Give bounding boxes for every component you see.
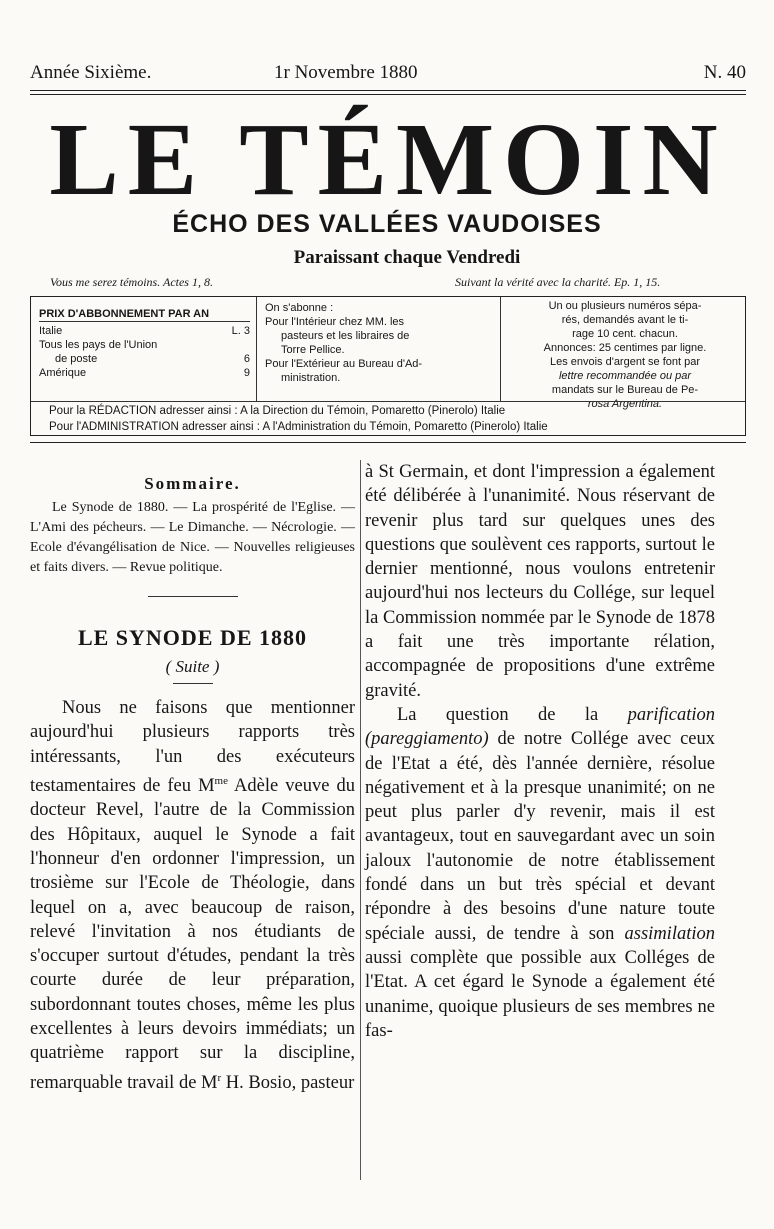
price-row: Tous les pays de l'Union xyxy=(39,339,158,351)
issue-number: N. 40 xyxy=(703,62,746,83)
administration-address: Pour l'ADMINISTRATION adresser ainsi : A l'Administration du Témoin, Pomaretto (Pinerolo) Italie xyxy=(49,421,548,433)
sommaire-text: Le Synode de 1880. — La prospérité de l'Eglise. — L'Ami des pécheurs. — Le Dimanche. — Nécrologie. — Ecole d'évangélisation de Nice. — Nouvelles religieuses et faits divers. — Revue politique. xyxy=(30,500,355,575)
price-row: Amérique 9 xyxy=(39,367,250,379)
subscribe-line: pasteurs et les libraires de xyxy=(281,330,410,342)
header-rule-2 xyxy=(30,94,746,95)
price-heading: PRIX D'ABBONNEMENT PAR AN xyxy=(39,307,250,322)
numbers-line: Un ou plusieurs numéros sépa- xyxy=(548,300,702,312)
subscription-box xyxy=(30,296,746,436)
numbers-line: mandats sur le Bureau de Pe- xyxy=(551,384,699,396)
issue-year: Année Sixième. xyxy=(30,62,152,83)
article-subtitle: ( Suite ) xyxy=(165,657,220,676)
price-row: Italie L. 3 xyxy=(39,325,250,337)
numbers-line: Les envois d'argent se font par xyxy=(549,356,701,368)
motto-left: Vous me serez témoins. Actes 1, 8. xyxy=(50,275,213,289)
numbers-line: rage 10 cent. chacun. xyxy=(572,328,678,340)
subscribe-line: ministration. xyxy=(281,372,341,384)
redaction-address: Pour la RÉDACTION adresser ainsi : A la Direction du Témoin, Pomaretto (Pinerolo) Italie xyxy=(49,405,506,417)
subscribe-line: Pour l'Extérieur au Bureau d'Ad- xyxy=(265,358,423,370)
subscribe-column xyxy=(257,297,501,401)
article-paragraph: Nous ne faisons que mentionner aujourd'hui plusieurs rapports très intéressants, l'un des exécuteurs testamentaires de feu $M^{me}$ Adèle veuve du docteur Revel, l'autre de la Commission des Hôpitaux, auquel le Synode a fait l'honneur d'en ordonner l'impression, un trosième sur l'Ecole de Théologie, dans lequel on a, avec beaucoup de raison, relevé l'invitation à nos étudiants de s'occuper surtout d'études, pendant la très courte durée de leur préparation, subordonnant toutes choses, même les plus excellentes à leurs devoirs immédiats; un quatrième rapport sur la discipline, remarquable travail de $M^r$ H. Bosio, pasteur xyxy=(30,698,355,1093)
masthead-subtitle: ÉCHO DES VALLÉES VAUDOISES xyxy=(172,210,602,238)
publication-frequency: Paraissant chaque Vendredi xyxy=(293,247,521,268)
masthead-title: LE TÉMOIN xyxy=(49,102,727,217)
motto-right: Suivant la vérité avec la charité. Ep. 1, 15. xyxy=(455,275,661,289)
price-column xyxy=(31,297,257,401)
numbers-line: lettre recommandée ou par xyxy=(558,370,692,382)
article-rule xyxy=(173,683,213,684)
numbers-column xyxy=(501,297,745,410)
left-column xyxy=(30,460,355,1095)
article-title: LE SYNODE DE 1880 xyxy=(77,625,308,650)
numbers-line: Annonces: 25 centimes par ligne. xyxy=(543,342,707,354)
subscribe-line: On s'abonne : xyxy=(265,302,334,314)
right-column xyxy=(365,460,715,1043)
article-paragraph: La question de la parification (pareggiamento) de notre Collége avec ceux de l'Etat a été, dès l'année dernière, résolue négativement et à la presque unanimité; on ne peut plus parler d'y revenir, mais il est avantageux, tout en sauvegardant avec un soin jaloux l'autonomie de notre établissement fondé dans un but très spécial et devant répondre à des besoins d'une nature toute spéciale aussi, de tendre à son assimilation aussi complète que possible aux Colléges de l'Etat. A cet égard le Synode a également été unanime, quoique plusieurs de ses membres ne fas- xyxy=(365,704,715,1041)
issue-date: 1r Novembre 1880 xyxy=(274,62,418,83)
header-rule xyxy=(30,90,746,91)
subscribe-line: Pour l'Intérieur chez MM. les xyxy=(265,316,405,328)
numbers-line: rosa Argentina. xyxy=(587,398,663,410)
box-rule xyxy=(30,442,746,443)
sommaire-title: Sommaire. xyxy=(144,474,241,493)
section-rule xyxy=(148,596,238,597)
column-divider xyxy=(360,460,361,1180)
article-paragraph: à St Germain, et dont l'impression a également été délibérée à l'unanimité. Nous réservant de revenir plus tard sur quelques unes des questions que soulèvent ces rapports, surtout le dernier mentionné, nous voulons entretenir aujourd'hui nos lecteurs du Collége, sur lequel la Commission nommée par le Synode de 1878 a fait une très importante rélation, accompagnée de propositions d'une extrême gravité. xyxy=(365,462,715,701)
price-row: de poste 6 xyxy=(55,353,250,365)
subscribe-line: Torre Pellice. xyxy=(281,344,345,356)
numbers-line: rés, demandés avant le ti- xyxy=(561,314,689,326)
address-lines xyxy=(31,401,745,435)
